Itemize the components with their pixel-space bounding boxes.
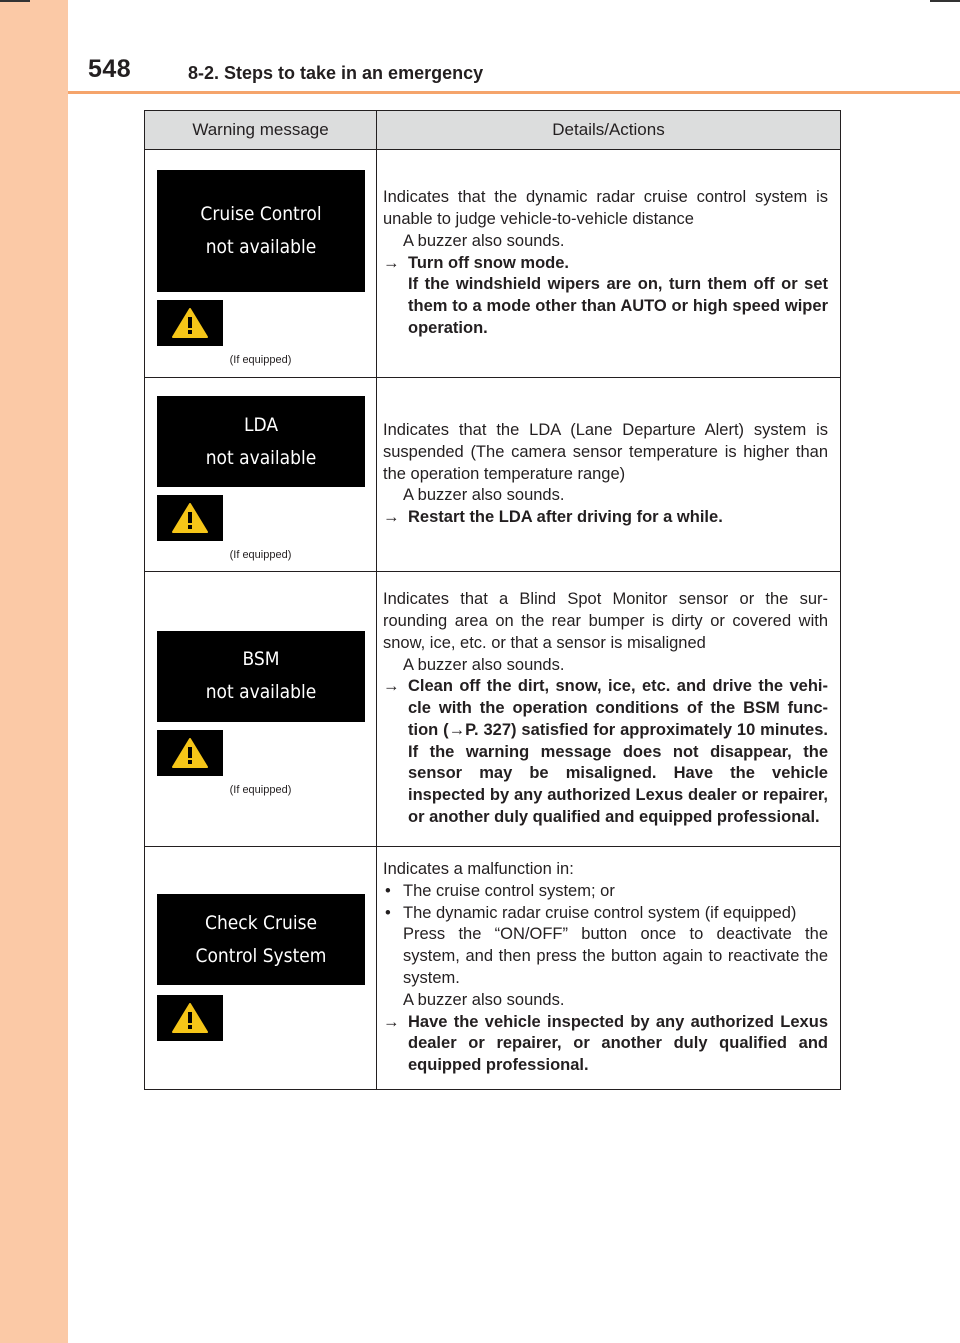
header-rule (68, 91, 960, 94)
side-color-band (0, 0, 68, 1343)
warning-message-table (144, 110, 841, 1090)
arrow-icon: → (383, 677, 400, 696)
action-subtext: If the windshield wipers are on, turn them off or set them to a mode other than AUTO or high speed wiper operation. (408, 275, 828, 337)
warning-message-cell (145, 847, 377, 1090)
display-message-image (157, 396, 365, 487)
buzzer-note: A buzzer also sounds. (403, 990, 565, 1009)
display-line: not available (205, 235, 317, 258)
action-text: Turn off snow mode. (408, 253, 570, 272)
details-text: Indicates that a Blind Spot Monitor sensor or the sur-rounding area on the rear bumper is dirty or covered with snow, ice, etc. or that a sensor is misaligned (383, 590, 828, 652)
display-line: BSM (242, 648, 280, 670)
header-warning-message: Warning message (145, 111, 377, 150)
details-cell (377, 572, 841, 847)
table-row (145, 150, 841, 378)
details-text: Indicates that the LDA (Lane Departure Alert) system is suspended (The camera sensor temperature is higher than the operation temperature range) (383, 421, 828, 483)
display-message-image (157, 631, 365, 722)
crop-mark-left (0, 0, 30, 2)
warning-message-cell (145, 572, 377, 847)
arrow-icon: → (383, 508, 400, 527)
bullet-icon: • (385, 881, 391, 900)
bullet-icon: • (385, 903, 391, 922)
table-header-row (145, 111, 841, 150)
buzzer-note: A buzzer also sounds. (403, 655, 565, 674)
press-instructions: Press the “ON/OFF” button once to deactivate the system, and then press the button again to reactivate the system. (403, 925, 828, 987)
page-number: 548 (88, 55, 132, 83)
details-cell (377, 847, 841, 1090)
if-equipped-note: (If equipped) (229, 549, 292, 561)
section-title: 8-2. Steps to take in an emergency (188, 63, 484, 83)
display-line: not available (205, 681, 317, 703)
warning-triangle-icon (157, 300, 223, 346)
buzzer-note: A buzzer also sounds. (403, 231, 565, 250)
display-line: Cruise Control (200, 202, 322, 225)
table-row (145, 378, 841, 572)
header-details-actions: Details/Actions (377, 111, 841, 150)
display-message-image (157, 894, 365, 985)
details-text: Indicates a malfunction in: (383, 860, 574, 878)
warning-message-cell (145, 150, 377, 378)
display-line: LDA (243, 413, 279, 436)
display-line: Control System (195, 944, 327, 967)
table-row (145, 847, 841, 1090)
display-message-image (157, 170, 365, 292)
details-cell (377, 150, 841, 378)
warning-triangle-icon (157, 495, 223, 541)
details-text: Indicates that the dynamic radar cruise control system is unable to judge vehicle-to-vehicle distance (383, 188, 828, 228)
warning-triangle-icon (157, 730, 223, 776)
list-item (383, 903, 828, 925)
if-equipped-note: (If equipped) (229, 783, 292, 796)
action-text: Restart the LDA after driving for a while. (408, 508, 723, 527)
display-line: not available (205, 446, 317, 469)
bullet-text: The dynamic radar cruise control system (if equipped) (403, 903, 797, 922)
warning-message-cell (145, 378, 377, 572)
table-row (145, 572, 841, 847)
action-text: Clean off the dirt, snow, ice, etc. and drive the vehi-cle with the operation conditions of the BSM func-tion (→P. 327) satisfied for approximately 10 minutes. If the warning message does not disappear, the sensor may be misaligned. Have the vehicle inspected by any authorized Lexus dealer or repairer, or another duly qualified and equipped professional. (408, 677, 828, 827)
if-equipped-note: (If equipped) (229, 353, 292, 366)
buzzer-note: A buzzer also sounds. (403, 486, 565, 505)
arrow-icon: → (383, 253, 400, 272)
bullet-text: The cruise control system; or (403, 881, 615, 900)
details-cell (377, 378, 841, 572)
action-text: Have the vehicle inspected by any authorized Lexus dealer or repairer, or another duly qualified and equipped professional. (408, 1012, 828, 1075)
warning-triangle-icon (157, 995, 223, 1041)
page-header (68, 0, 960, 94)
arrow-icon: → (383, 1012, 400, 1031)
display-line: Check Cruise (205, 911, 317, 934)
list-item (383, 881, 828, 903)
